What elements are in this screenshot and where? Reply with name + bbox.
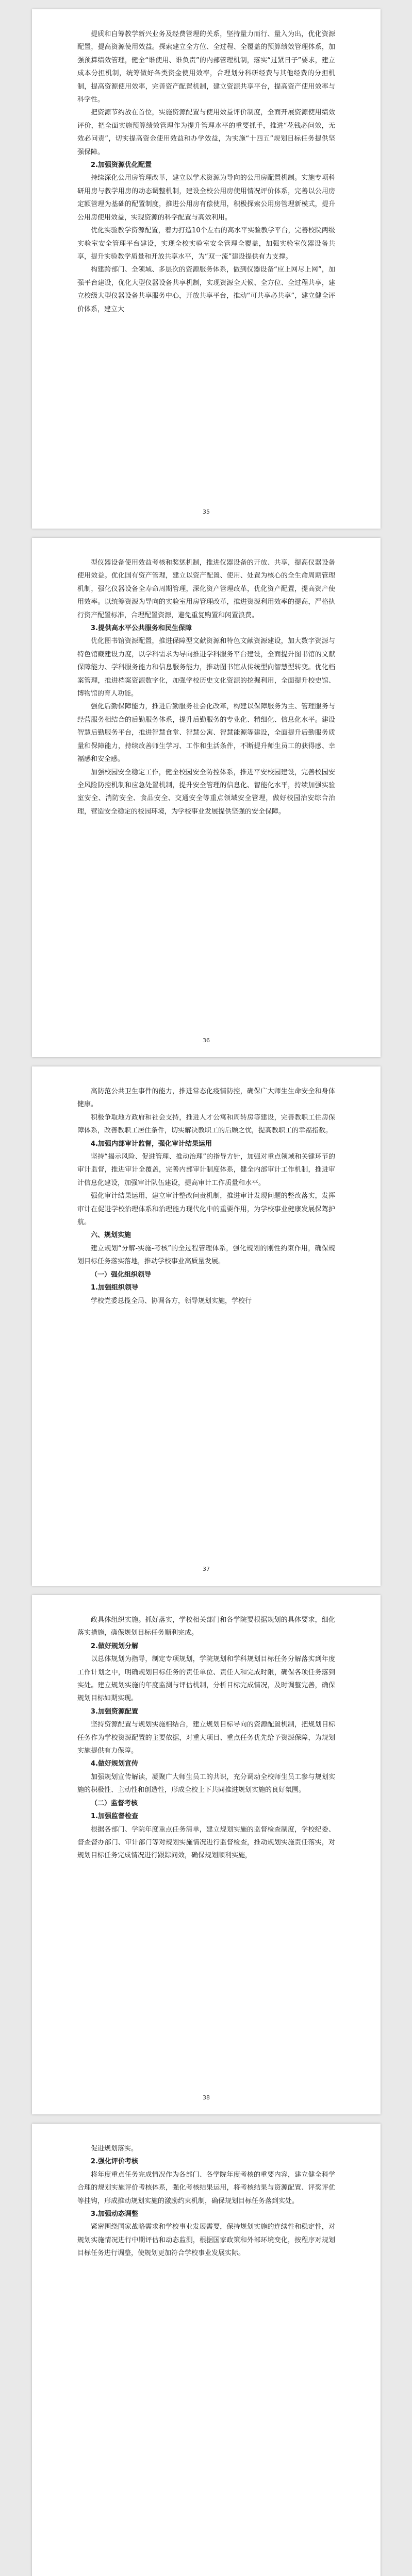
paragraph: 政具体组织实施。抓好落实，学校相关部门和各学院要根据规划的具体要求，细化落实措施，确保规划目标任务顺利完成。 <box>77 1616 335 1637</box>
page-body <box>77 2142 335 2260</box>
section-heading: 4.加强内部审计监督，强化审计结果运用 <box>91 1140 212 1148</box>
paragraph: 持续深化公用房管理改革，建立以学术资源为导向的公用房配置机制。实施专项科研用房与教学用房的动态调整机制，建设全校公用房使用情况评价体系，完善以公用房定额管理为基础的配置制度，推进公用房有偿使用，积极探索公用房管理新模式，提升公用房使用效益，实现资源的科学配置与高效利用。 <box>77 174 335 222</box>
paragraph: 以总体规划为指导，制定专项规划，学院规划和学科规划目标任务分解落实到年度工作计划之中，明确规划目标任务的责任单位、责任人和完成时限，确保各项任务落到实处。建立规划实施的年度监测与评估机制，分析目标完成情况，及时调整完善，确保规划目标如期实现。 <box>77 1655 335 1703</box>
paragraph: 优化实验教学资源配置，着力打造10个左右的高水平实验教学平台，完善校院两级实验室安全管理平台建设，实现全校实验室安全管理全覆盖，加强实验室仪器设备共享，提升实验教学质量和开放共享水平，为“双一流”建设提供有力支撑。 <box>77 227 335 261</box>
page-body <box>77 28 335 316</box>
paragraph: 学校党委总揽全局、协调各方，领导规划实施，学校行 <box>91 1297 252 1305</box>
paragraph: 坚持“揭示风险、促进管理、推动治理”的指导方针，加强对重点领域和关键环节的审计监督，推进审计全覆盖，完善内部审计制度体系，健全内部审计工作机制，推进审计信息化建设，加强审计队伍建设，提高审计工作质量和水平。 <box>77 1153 335 1187</box>
paragraph: 把资源节约放在首位，实施资源配置与使用效益评价制度，全面开展资源使用绩效评价，把全面实施预算绩效管理作为提升管理水平的重要抓手，推进“花钱必问效，无效必问责”，切实提高资金使用效益和办学效益，为实施“十四五”规划目标任务提供坚强保障。 <box>77 109 335 156</box>
section-heading: 2.做好规划分解 <box>91 1642 138 1650</box>
section-heading: 六、规划实施 <box>91 1231 131 1240</box>
section-heading: 4.做好规划宣传 <box>91 1760 138 1768</box>
section-heading: （一）强化组织领导 <box>91 1270 152 1279</box>
page-body <box>77 556 335 818</box>
paragraph: 加强校园安全稳定工作，健全校园安全防控体系，推进平安校园建设，完善校园安全风险防控机制和应急处置机制，提升安全管理的信息化、智能化水平，持续加强实验室安全、消防安全、食品安全、交通安全等重点领域安全管理，做好校园治安综合治理，营造安全稳定的校园环境，为学校事业发展提供坚强的安全保障。 <box>77 768 335 816</box>
page-number: 37 <box>203 1566 210 1572</box>
paragraph: 建立规划“分解-实施-考核”的全过程管理体系，强化规划的刚性约束作用，确保规划目标任务落实落地，推动学校事业高质量发展。 <box>77 1244 335 1266</box>
paragraph: 强化后勤保障能力，推进后勤服务社会化改革，构建以保障服务为主、管理服务与经营服务相结合的后勤服务体系，提升后勤服务的专业化、精细化、信息化水平。建设智慧后勤服务平台，推进智慧食堂、智慧公寓、智慧能源等建设，全面提升后勤服务质量和保障能力，持续改善师生学习、工作和生活条件，不断提升师生员工的获得感、幸福感和安全感。 <box>77 703 335 764</box>
paragraph: 构建跨部门、全领域、多层次的资源服务体系，做到仪器设备“应上网尽上网”，加强平台建设，优化大型仪器设备共享机制，实现资源全天候、全方位、全过程共享，建立校级大型仪器设备共享服务中心，开放共享平台，推动“可共享必共享”，建立健全评价体系，建立大 <box>77 266 335 313</box>
section-heading: 3.加强动态调整 <box>91 2210 138 2218</box>
page <box>32 2124 381 2576</box>
paragraph: 型仪器设备使用效益考核和奖惩机制，推进仪器设备的开放、共享，提高仪器设备使用效益。优化国有资产管理，建立以资产配置、使用、处置为核心的全生命周期管理机制，强化仪器设备全寿命周期管理，深化资产管理改革，优化资产配置，提高资产使用效率。以统筹资源为导向的实验室用房管理改革，推进资源利用效率的提高，严格执行资产配置标准，合理配置资源，避免重复购置和闲置浪费。 <box>77 559 335 619</box>
paragraph: 强化审计结果运用，建立审计整改问责机制，推进审计发现问题的整改落实，发挥审计在促进学校治理体系和治理能力现代化中的重要作用，为学校事业健康发展保驾护航。 <box>77 1192 335 1227</box>
section-heading: 1.加强组织领导 <box>91 1284 138 1292</box>
page-number: 35 <box>203 509 210 515</box>
section-heading: 3.加强资源配置 <box>91 1707 138 1716</box>
paragraph: 优化图书馆资源配置，推进保障型文献资源和特色文献资源建设，加大数字资源与特色馆藏建设力度，以学科需求为导向推进学科服务平台建设，全面提升图书馆的文献保障能力、学科服务能力和信息服务能力，推动图书馆从传统型向智慧型转变。优化档案管理，推进档案资源数字化，加强学校历史文化资源的挖掘利用，全面提升校史馆、博物馆的育人功能。 <box>77 637 335 698</box>
section-heading: 3.提供高水平公共服务和民生保障 <box>91 624 192 633</box>
paragraph: 坚持资源配置与规划实施相结合，建立规划目标导向的资源配置机制，把规划目标任务作为学校资源配置的主要依据，对重大项目、重点任务优先给予资源保障，为规划实施提供有力保障。 <box>77 1721 335 1755</box>
paragraph: 积极争取地方政府和社会支持，推进人才公寓和周转房等建设，完善教职工住房保障体系，改善教职工居住条件，切实解决教职工的后顾之忧，提高教职工的幸福指数。 <box>77 1113 335 1135</box>
section-heading: 2.加强资源优化配置 <box>91 161 152 170</box>
section-heading: 2.强化评价考核 <box>91 2158 138 2166</box>
paragraph: 紧密围绕国家战略需求和学校事业发展需要，保持规划实施的连续性和稳定性，对规划实施情况进行中期评估和动态监测，根据国家政策和外部环境变化，按程序对规划目标任务进行调整，使规划更加符合学校事业发展实际。 <box>77 2223 335 2258</box>
page <box>32 9 381 529</box>
paragraph: 加强规划宣传解读，凝聚广大师生员工的共识，充分调动全校师生员工参与规划实施的积极性、主动性和创造性，形成全校上下共同推进规划实施的良好氛围。 <box>77 1773 335 1794</box>
page <box>32 1595 381 2114</box>
paragraph: 根据各部门、学院年度重点任务清单，建立规划实施的监督检查制度，学校纪委、督查督办部门、审计部门等对规划实施情况进行监督检查，推动规划实施责任落实，对规划目标任务完成情况进行跟踪问效，确保规划顺利实施， <box>77 1825 335 1860</box>
paragraph: 促进规划落实。 <box>91 2145 138 2153</box>
paragraph: 提质和自筹教学新兴业务及经费管理的关系，坚持量力而行、量入为出，优化资源配置，提高资源使用效益。探索建立全方位、全过程、全覆盖的预算绩效管理体系，加强预算绩效管理，健全“谁使用、谁负责”的内部管理机制，落实“过紧日子”要求，建立成本分担机制，统筹做好各类资金使用效率，合理划分科研经费与其他经费的分担机制，提高资源使用效率，完善资产配置机制，建立资源共享平台，提高资产使用效率与科学性。 <box>77 30 335 104</box>
page-number: 36 <box>203 1037 210 1044</box>
paragraph: 高防范公共卫生事件的能力，推进常态化疫情防控，确保广大师生生命安全和身体健康。 <box>77 1088 335 1109</box>
paragraph: 将年度重点任务完成情况作为各部门、各学院年度考核的重要内容，建立健全科学合理的规划实施评价考核体系，强化考核结果运用，将考核结果与资源配置、评奖评优等挂钩，形成推动规划实施的激励约束机制，确保规划目标任务落到实处。 <box>77 2171 335 2205</box>
section-heading: 1.加强监督检查 <box>91 1812 138 1821</box>
page-body <box>77 1614 335 1862</box>
section-heading: （二）监督考核 <box>91 1799 138 1807</box>
page-body <box>77 1085 335 1308</box>
page <box>32 1066 381 1586</box>
page <box>32 538 381 1057</box>
page-number: 38 <box>203 2094 210 2101</box>
